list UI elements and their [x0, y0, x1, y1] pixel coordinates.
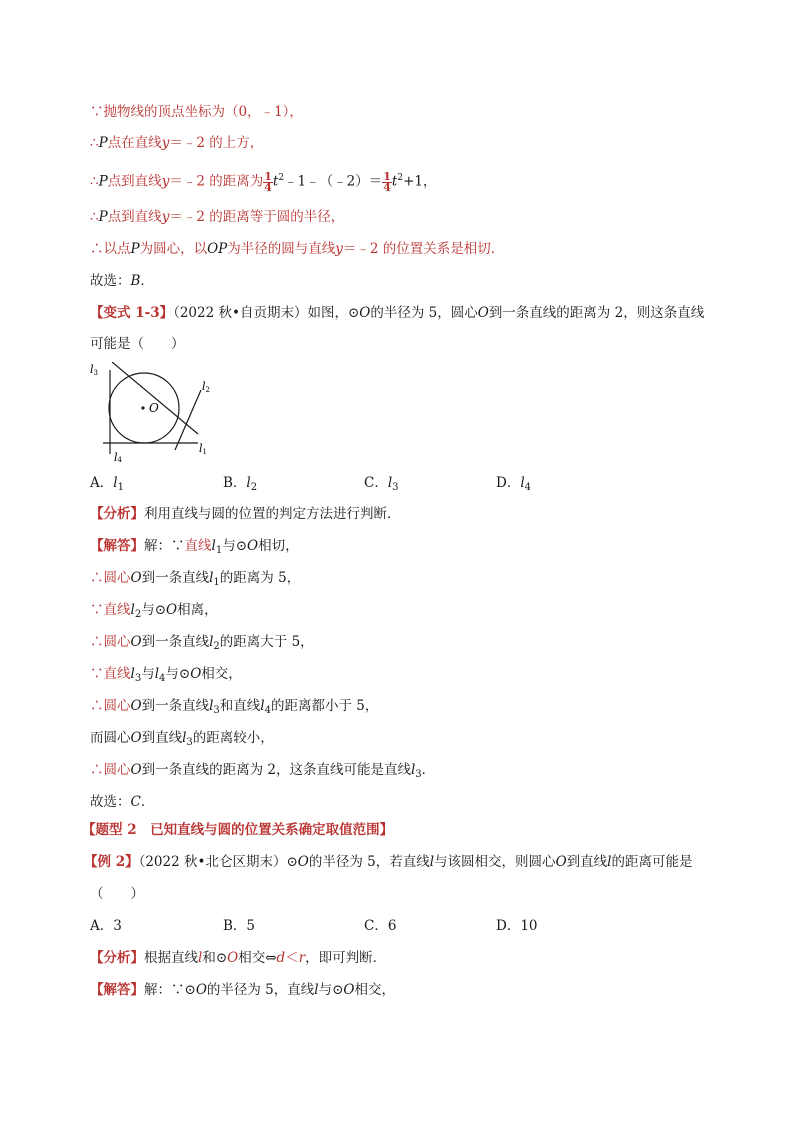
solution-1-line-4: ∴圆心O到一条直线$l_2$的距离大于 5，: [90, 634, 314, 652]
solution-line-tangent: ∴以点P为圆心，以OP为半径的圆与直线y＝﹣2 的位置关系是相切．: [90, 241, 505, 257]
solution-1-line-1: 【解答】解：∵直线$l_1$与⊙O相切，: [90, 538, 299, 556]
center-dot: [141, 406, 144, 409]
option-b-2: B．5: [223, 918, 256, 934]
variant-1-3-question-end: 可能是（ ）: [90, 336, 185, 352]
example-2-question: 【例 2】（2022 秋•北仑区期末）⊙O的半径为 5，若直线l与该圆相交，则圆心O到直线l的距离可能是: [84, 854, 693, 870]
analysis-2: 【分析】根据直线l和⊙O相交⇔d＜r，即可判断．: [90, 950, 387, 966]
analysis-1: 【分析】利用直线与圆的位置的判定方法进行判断．: [90, 506, 401, 522]
solution-line-distance: ∴P点到直线y＝﹣2 的距离为 $\frac{1}{4}$ $t^2﹣1﹣(﹣2)=$ $\frac{1}{4}$ $t^2+1$，: [90, 169, 437, 194]
line-l2: [175, 390, 201, 450]
option-d-1: D．$l_4$: [496, 475, 532, 493]
option-b-1: B．$l_2$: [223, 475, 258, 493]
label-l4: l4: [114, 451, 122, 462]
circle-lines-figure: [88, 362, 228, 462]
option-d-2: D．10: [496, 918, 538, 934]
option-c-2: C．6: [364, 918, 397, 934]
fraction-quarter-2: $\frac{1}{4}$: [383, 169, 391, 194]
option-c-1: C．$l_3$: [364, 475, 399, 493]
solution-line-above: ∴P点在直线y＝﹣2 的上方，: [90, 135, 264, 151]
label-l3: l3: [90, 363, 98, 377]
answer-line-2: 故选：C．: [90, 794, 155, 810]
center-label: O: [149, 401, 159, 415]
type-2-heading: 【题型 2 已知直线与圆的位置关系确定取值范围】: [82, 822, 394, 838]
line-l3: [112, 362, 198, 434]
solution-1-line-8: ∴圆心O到一条直线的距离为 2，这条直线可能是直线$l_3$．: [90, 762, 436, 780]
label-l1: l1: [199, 442, 207, 456]
solution-line-radius: ∴P点到直线y＝﹣2 的距离等于圆的半径，: [90, 209, 345, 225]
fraction-quarter: $\frac{1}{4}$: [264, 169, 272, 194]
solution-2-line-1: 【解答】解：∵⊙O的半径为 5，直线l与⊙O相交，: [90, 982, 395, 998]
solution-line-vertex: ∵抛物线的顶点坐标为（0，﹣1），: [90, 104, 303, 120]
example-2-question-end: （ ）: [90, 886, 144, 902]
answer-line-1: 故选：B．: [90, 273, 154, 289]
label-l2: l2: [202, 380, 210, 394]
solution-1-line-3: ∵直线$l_2$与⊙O相离，: [90, 602, 218, 620]
solution-1-line-5: ∵直线$l_3$与$l_4$与⊙O相交，: [90, 666, 242, 684]
option-a-2: A．3: [90, 918, 122, 934]
solution-1-line-7: 而圆心O到直线$l_3$的距离较小，: [90, 730, 274, 748]
solution-1-line-6: ∴圆心O到一条直线$l_3$和直线$l_4$的距离都小于 5，: [90, 698, 379, 716]
variant-1-3-heading: 【变式 1-3】（2022 秋•自贡期末）如图，⊙O的半径为 5，圆心O到一条直线的距离为 2，则这条直线: [90, 305, 705, 321]
solution-1-line-2: ∴圆心O到一条直线$l_1$的距离为 5，: [90, 570, 301, 588]
option-a-1: A．$l_1$: [90, 475, 124, 493]
